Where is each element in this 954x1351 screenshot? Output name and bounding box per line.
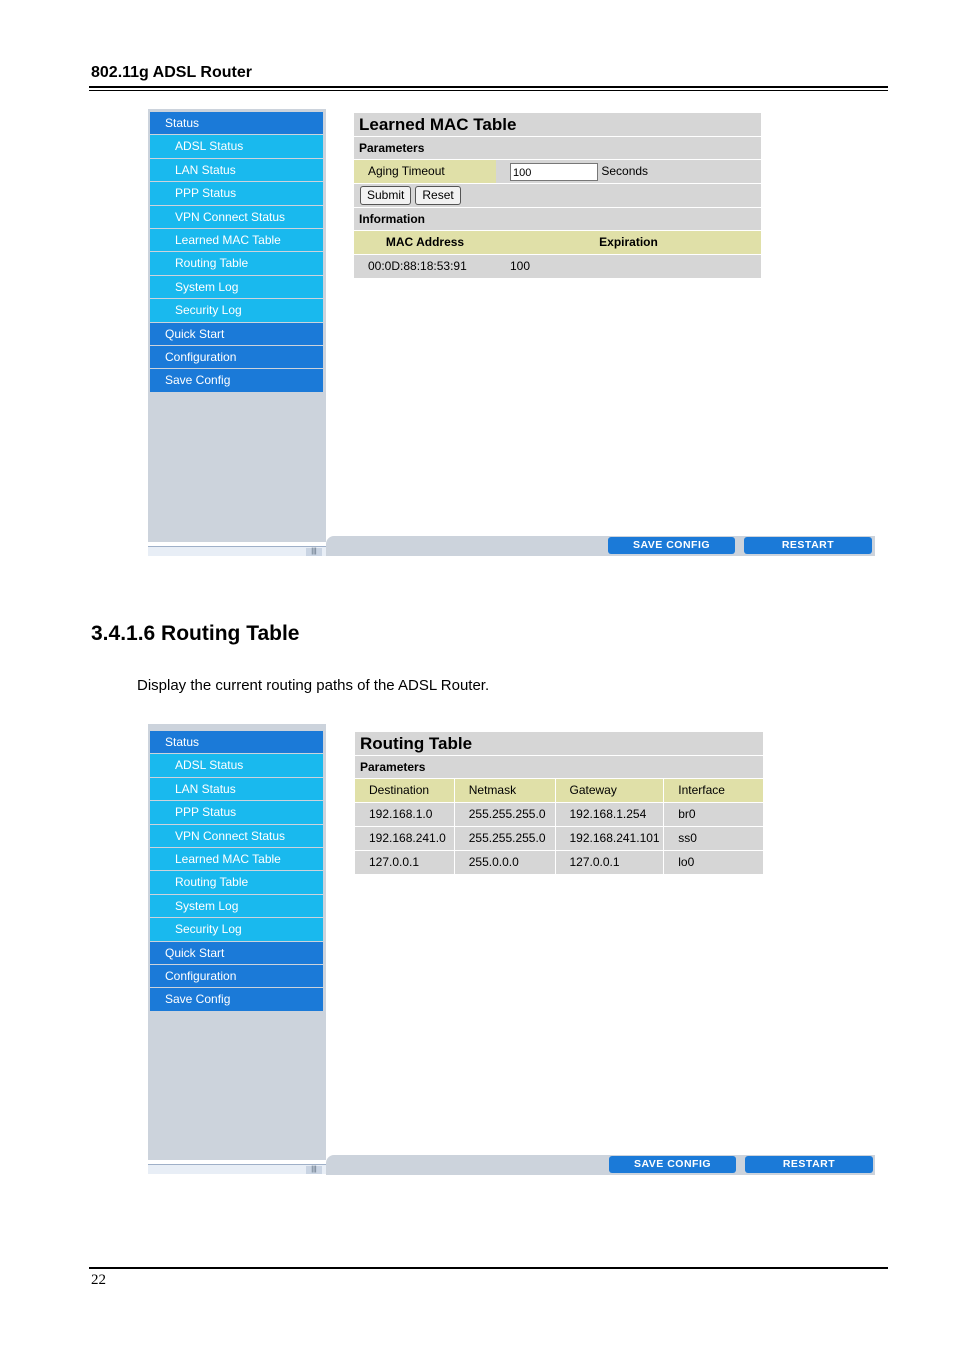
page-number: 22 bbox=[91, 1272, 106, 1288]
parameters-heading: Parameters bbox=[354, 137, 761, 159]
parameters-heading: Parameters bbox=[355, 756, 763, 778]
nav-item[interactable]: Learned MAC Table bbox=[150, 848, 323, 870]
nav-item[interactable]: Status bbox=[150, 112, 323, 134]
nav-item[interactable]: Routing Table bbox=[150, 252, 323, 274]
save-config-button[interactable]: SAVE CONFIG bbox=[609, 1156, 736, 1173]
col-expiration: Expiration bbox=[496, 231, 761, 254]
section-title: 3.4.1.6 Routing Table bbox=[91, 622, 300, 645]
nav-item[interactable]: Learned MAC Table bbox=[150, 229, 323, 251]
mac-address-cell: 00:0D:88:18:53:91 bbox=[354, 255, 496, 278]
nav-item[interactable]: ADSL Status bbox=[150, 135, 323, 157]
document-header-title: 802.11g ADSL Router bbox=[91, 64, 252, 81]
col-netmask: Netmask bbox=[455, 779, 555, 802]
gateway-cell: 192.168.241.101 bbox=[556, 827, 664, 850]
button-row bbox=[354, 184, 761, 207]
col-mac-address: MAC Address bbox=[354, 231, 496, 254]
table-row bbox=[355, 803, 763, 826]
nav-item[interactable]: Security Log bbox=[150, 918, 323, 940]
table-row bbox=[355, 851, 763, 874]
destination-cell: 127.0.0.1 bbox=[355, 851, 454, 874]
expiration-cell: 100 bbox=[496, 255, 761, 278]
netmask-cell: 255.255.255.0 bbox=[455, 803, 555, 826]
nav-menu bbox=[150, 112, 323, 393]
nav-item[interactable]: Save Config bbox=[150, 369, 323, 391]
nav-item[interactable]: Configuration bbox=[150, 965, 323, 987]
nav-item[interactable]: LAN Status bbox=[150, 159, 323, 181]
nav-item[interactable]: Routing Table bbox=[150, 871, 323, 893]
sidebar bbox=[148, 724, 326, 1160]
nav-item[interactable]: Quick Start bbox=[150, 942, 323, 964]
gateway-cell: 192.168.1.254 bbox=[556, 803, 664, 826]
nav-item[interactable]: ADSL Status bbox=[150, 754, 323, 776]
information-heading: Information bbox=[354, 208, 761, 230]
nav-item[interactable]: Status bbox=[150, 731, 323, 753]
aging-timeout-field-cell bbox=[496, 160, 761, 183]
nav-item[interactable]: PPP Status bbox=[150, 182, 323, 204]
nav-item[interactable]: VPN Connect Status bbox=[150, 825, 323, 847]
interface-cell: ss0 bbox=[664, 827, 763, 850]
nav-item[interactable]: Save Config bbox=[150, 988, 323, 1010]
restart-button[interactable]: RESTART bbox=[745, 1156, 873, 1173]
netmask-cell: 255.255.255.0 bbox=[455, 827, 555, 850]
nav-menu bbox=[150, 731, 323, 1012]
interface-cell: lo0 bbox=[664, 851, 763, 874]
routing-table-screenshot bbox=[148, 724, 875, 1174]
col-gateway: Gateway bbox=[556, 779, 664, 802]
save-config-button[interactable]: SAVE CONFIG bbox=[608, 537, 735, 554]
scroll-grip-icon[interactable]: ||| bbox=[306, 1166, 322, 1174]
aging-timeout-row bbox=[354, 160, 761, 183]
horizontal-scrollbar[interactable] bbox=[148, 1164, 326, 1174]
header-rule-thin bbox=[89, 90, 888, 91]
nav-item[interactable]: LAN Status bbox=[150, 778, 323, 800]
footer-rule bbox=[89, 1267, 888, 1269]
restart-button[interactable]: RESTART bbox=[744, 537, 872, 554]
header-rule bbox=[89, 86, 888, 88]
mac-table-header bbox=[354, 231, 761, 254]
interface-cell: br0 bbox=[664, 803, 763, 826]
col-destination: Destination bbox=[355, 779, 454, 802]
reset-button[interactable]: Reset bbox=[415, 186, 460, 205]
table-row bbox=[354, 255, 761, 278]
mac-table-panel bbox=[354, 113, 761, 279]
aging-timeout-unit: Seconds bbox=[601, 164, 649, 178]
nav-item[interactable]: Configuration bbox=[150, 346, 323, 368]
submit-button[interactable]: Submit bbox=[360, 186, 411, 205]
section-description: Display the current routing paths of the ADSL Router. bbox=[137, 677, 490, 694]
table-row bbox=[355, 827, 763, 850]
scroll-grip-icon[interactable]: ||| bbox=[306, 548, 322, 556]
horizontal-scrollbar[interactable] bbox=[148, 546, 326, 556]
nav-item[interactable]: System Log bbox=[150, 276, 323, 298]
sidebar bbox=[148, 109, 326, 542]
nav-item[interactable]: PPP Status bbox=[150, 801, 323, 823]
nav-item[interactable]: VPN Connect Status bbox=[150, 206, 323, 228]
nav-item[interactable]: Quick Start bbox=[150, 323, 323, 345]
netmask-cell: 255.0.0.0 bbox=[455, 851, 555, 874]
destination-cell: 192.168.241.0 bbox=[355, 827, 454, 850]
aging-timeout-input[interactable]: 100 bbox=[510, 163, 598, 181]
panel-title: Routing Table bbox=[355, 732, 763, 755]
panel-title: Learned MAC Table bbox=[354, 113, 761, 136]
mac-table-screenshot bbox=[148, 109, 875, 556]
routing-table-header bbox=[355, 779, 763, 802]
nav-item[interactable]: System Log bbox=[150, 895, 323, 917]
destination-cell: 192.168.1.0 bbox=[355, 803, 454, 826]
col-interface: Interface bbox=[664, 779, 763, 802]
aging-timeout-label: Aging Timeout bbox=[354, 160, 496, 183]
routing-table-panel bbox=[355, 732, 763, 875]
gateway-cell: 127.0.0.1 bbox=[556, 851, 664, 874]
nav-item[interactable]: Security Log bbox=[150, 299, 323, 321]
